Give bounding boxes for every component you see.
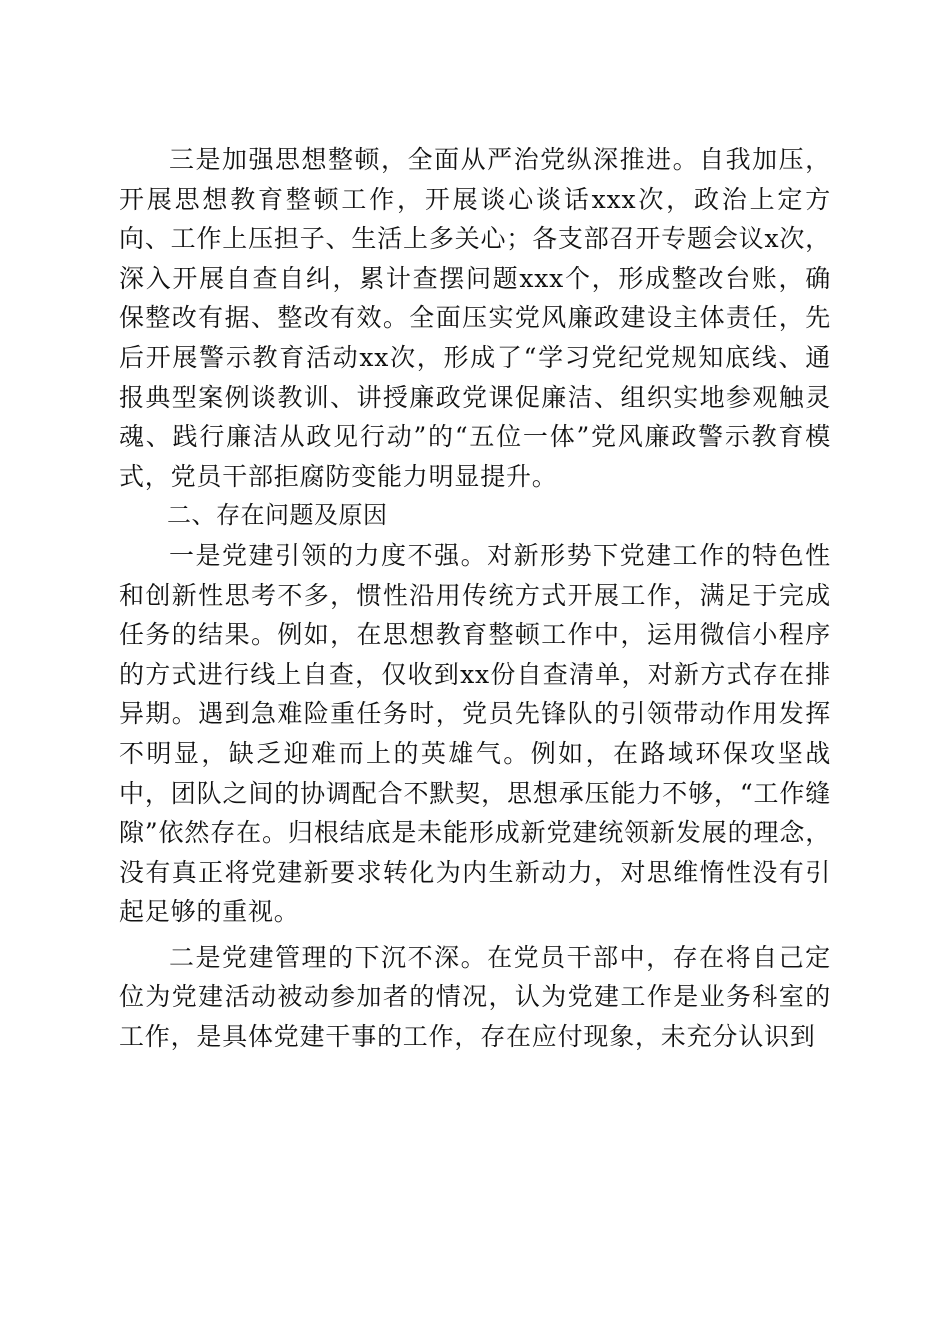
section-heading-problems-causes: 二、存在问题及原因 [167,501,388,530]
paragraph-thought-rectification: 三是加强思想整顿，全面从严治党纵深推进。自我加压，开展思想教育整顿工作，开展谈心谈话xxx次，政治上定方向、工作上压担子、生活上多关心；各支部召开专题会议x次，深入开展自查自纠，累计查摆问题xxx个，形成整改台账，确保整改有据、整改有效。全面压实党风廉政建设主体责任，先后开展警示教育活动xx次，形成了“学习党纪党规知底线、通报典型案例谈教训、讲授廉政党课促廉洁、组织实地参观触灵魂、践行廉洁从政见行动”的“五位一体”党风廉政警示教育模式，党员干部拒腐防变能力明显提升。 [119,145,831,491]
document-page [119,140,831,1057]
paragraph-party-management: 二是党建管理的下沉不深。在党员干部中，存在将自己定位为党建活动被动参加者的情况，认为党建工作是业务科室的工作，是具体党建干事的工作，存在应付现象，未充分认识到 [119,942,831,1052]
paragraph-party-leadership: 一是党建引领的力度不强。对新形势下党建工作的特色性和创新性思考不多，惯性沿用传统方式开展工作，满足于完成任务的结果。例如，在思想教育整顿工作中，运用微信小程序的方式进行线上自查，仅收到xx份自查清单，对新方式存在排异期。遇到急难险重任务时，党员先锋队的引领带动作用发挥不明显，缺乏迎难而上的英雄气。例如，在路域环保攻坚战中，团队之间的协调配合不默契，思想承压能力不够，“工作缝隙”依然存在。归根结底是未能形成新党建统领新发展的理念，没有真正将党建新要求转化为内生新动力，对思维惰性没有引起足够的重视。 [119,540,831,927]
